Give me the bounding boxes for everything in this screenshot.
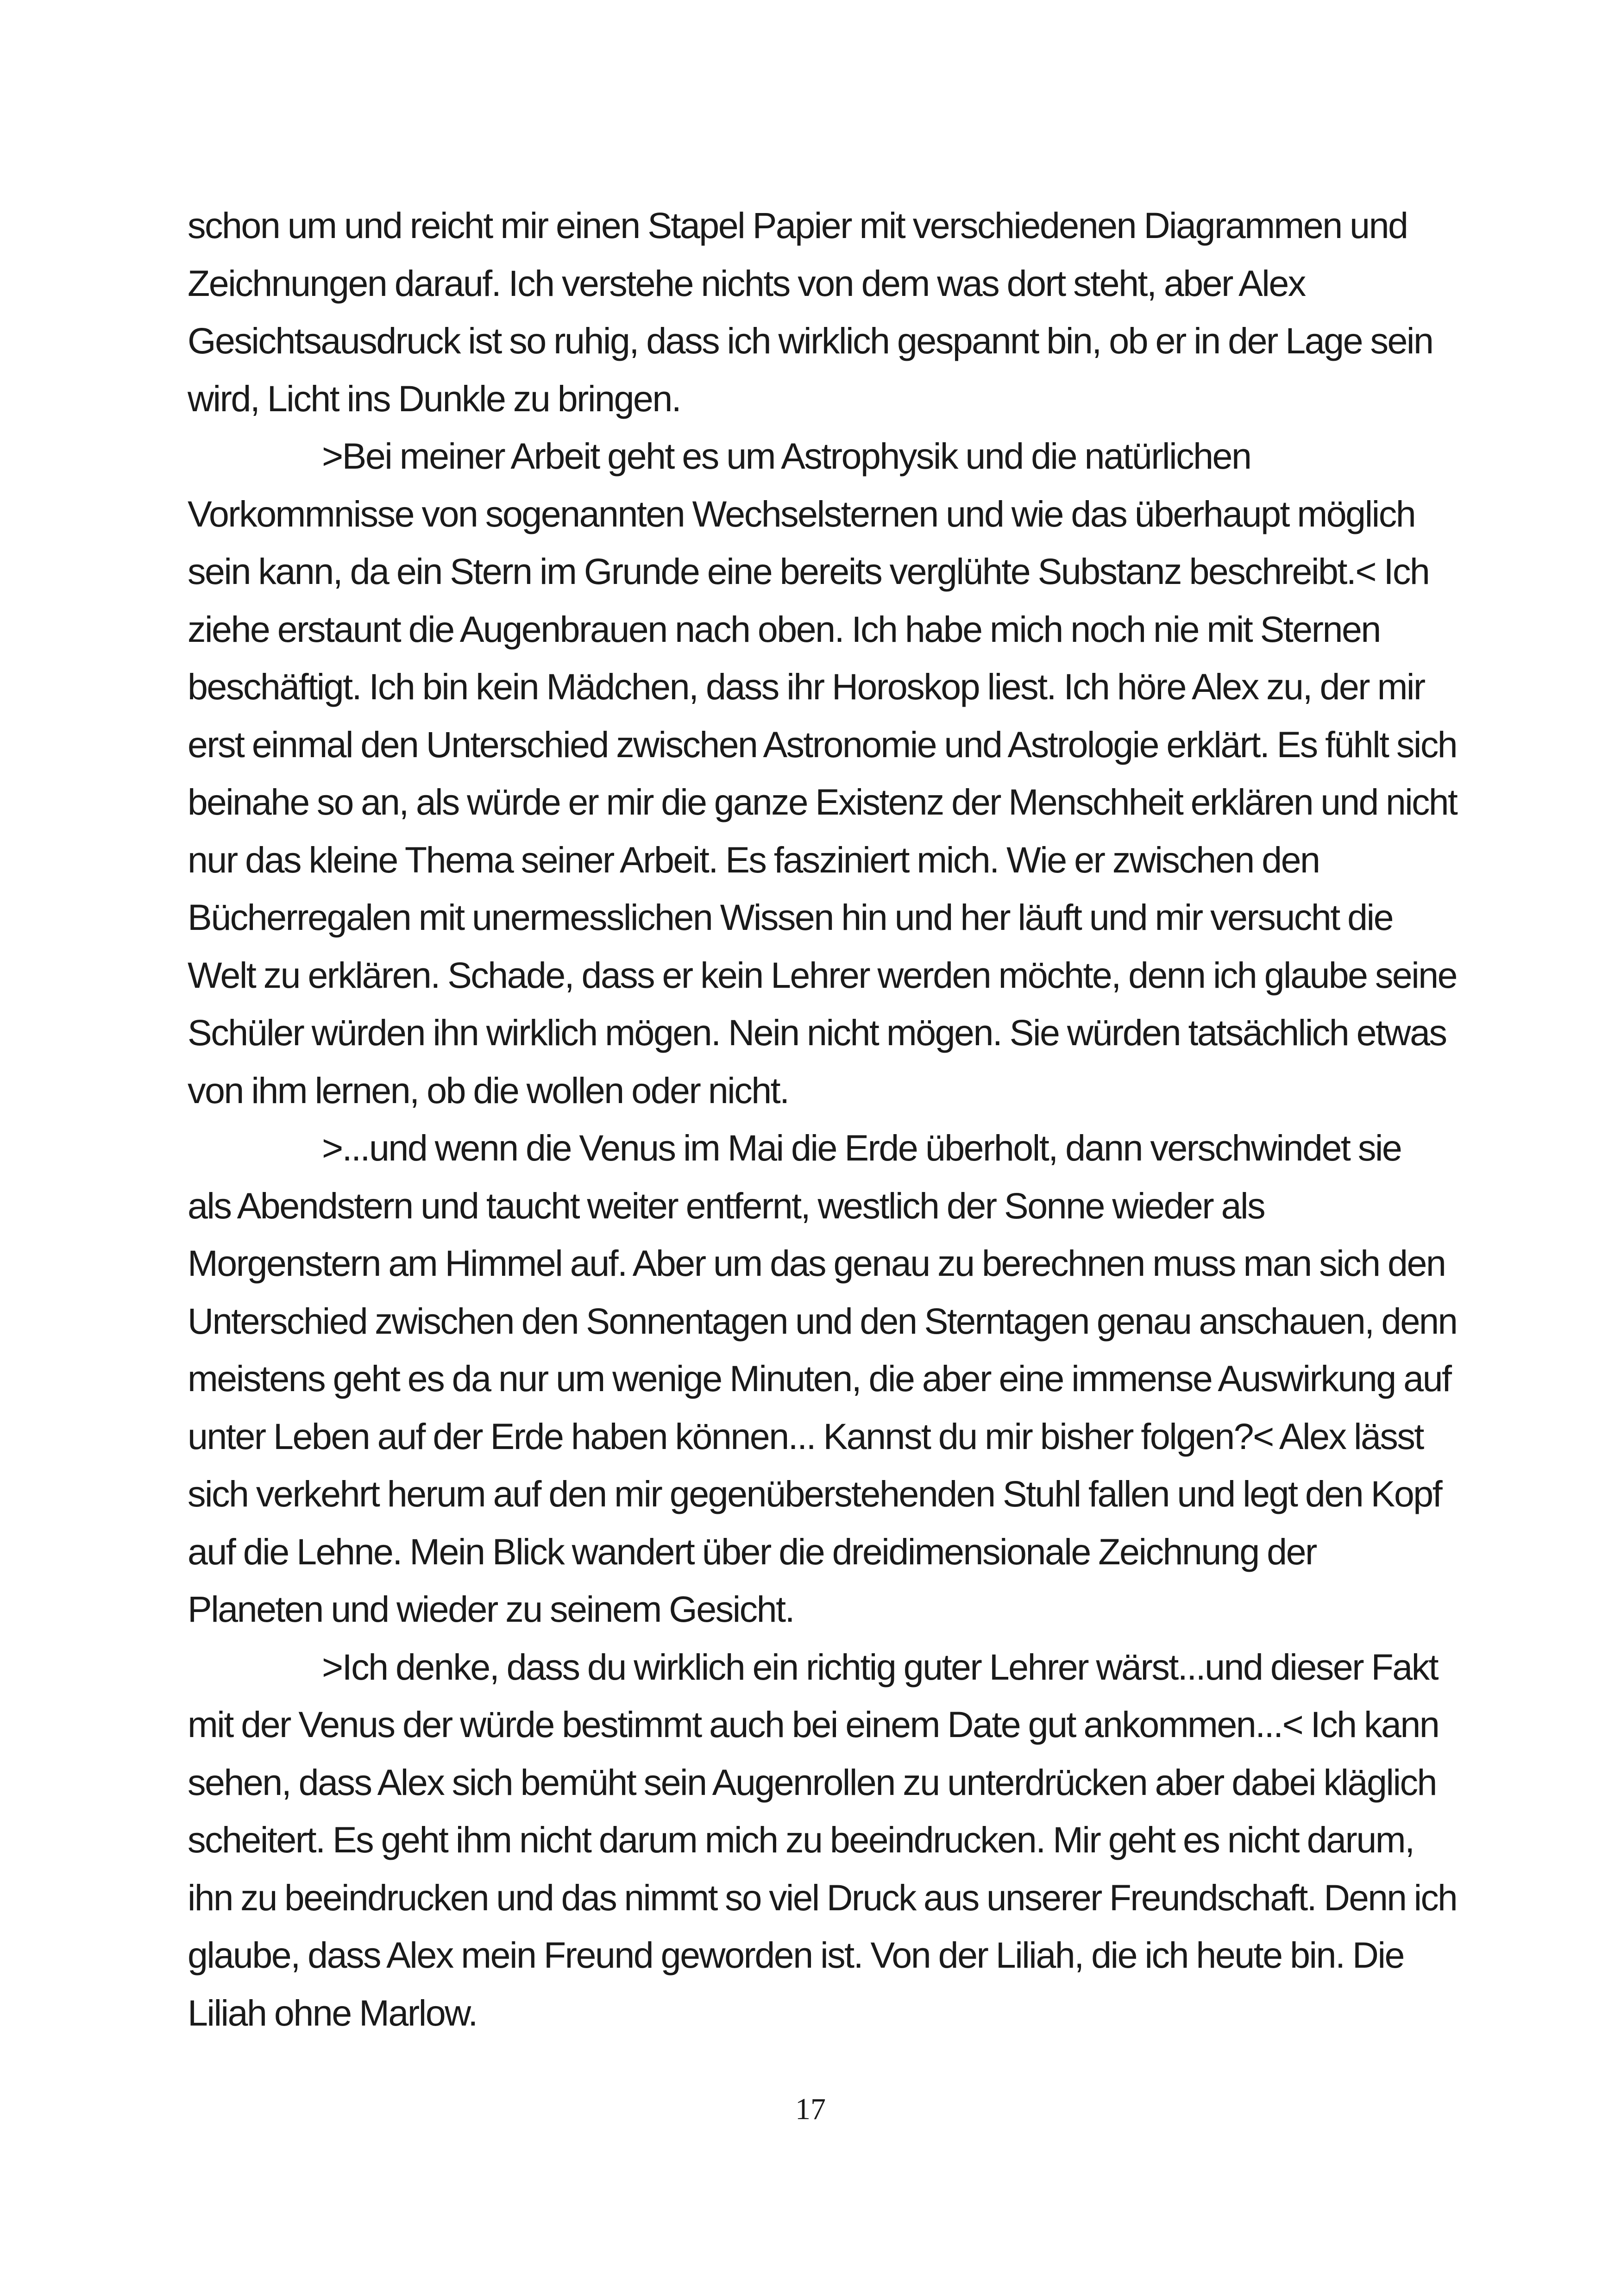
text-line: beinahe so an, als würde er mir die ganze Existenz der Menschheit erklären und nicht xyxy=(188,781,1457,822)
body-text xyxy=(188,197,1457,2042)
text-line: glaube, dass Alex mein Freund geworden ist. Von der Liliah, die ich heute bin. Die xyxy=(188,1934,1404,1976)
text-line: meistens geht es da nur um wenige Minuten, die aber eine immense Auswirkung auf xyxy=(188,1358,1451,1399)
text-line: Unterschied zwischen den Sonnentagen und den Sterntagen genau anschauen, denn xyxy=(188,1300,1457,1342)
text-line: erst einmal den Unterschied zwischen Astronomie und Astrologie erklärt. Es fühlt sich xyxy=(188,723,1457,765)
paragraph xyxy=(188,427,1457,1119)
text-line: >Bei meiner Arbeit geht es um Astrophysik und die natürlichen xyxy=(322,435,1251,477)
text-line: auf die Lehne. Mein Blick wandert über die dreidimensionale Zeichnung der xyxy=(188,1531,1316,1572)
paragraph xyxy=(188,1638,1457,2042)
text-line: ihn zu beeindrucken und das nimmt so viel Druck aus unserer Freundschaft. Denn ich xyxy=(188,1876,1457,1918)
text-line: Gesichtsausdruck ist so ruhig, dass ich wirklich gespannt bin, ob er in der Lage sein xyxy=(188,320,1433,361)
text-line: Welt zu erklären. Schade, dass er kein Lehrer werden möchte, denn ich glaube seine xyxy=(188,954,1457,996)
text-line: mit der Venus der würde bestimmt auch bei einem Date gut ankommen...< Ich kann xyxy=(188,1704,1439,1745)
text-line: >Ich denke, dass du wirklich ein richtig guter Lehrer wärst...und dieser Fakt xyxy=(322,1646,1438,1687)
text-line: von ihm lernen, ob die wollen oder nicht. xyxy=(188,1069,789,1111)
text-line: unter Leben auf der Erde haben können... Kannst du mir bisher folgen?< Alex lässt xyxy=(188,1415,1423,1457)
text-line: Morgenstern am Himmel auf. Aber um das genau zu berechnen muss man sich den xyxy=(188,1242,1445,1284)
text-line: nur das kleine Thema seiner Arbeit. Es fasziniert mich. Wie er zwischen den xyxy=(188,839,1319,880)
text-line: Liliah ohne Marlow. xyxy=(188,1992,477,2033)
paragraph xyxy=(188,1119,1457,1638)
text-line: Vorkommnisse von sogenannten Wechselsternen und wie das überhaupt möglich xyxy=(188,493,1415,534)
text-line: sich verkehrt herum auf den mir gegenüberstehenden Stuhl fallen und legt den Kopf xyxy=(188,1473,1442,1514)
text-line: wird, Licht ins Dunkle zu bringen. xyxy=(188,377,681,419)
text-line: sehen, dass Alex sich bemüht sein Augenrollen zu unterdrücken aber dabei kläglich xyxy=(188,1761,1436,1803)
text-line: Schüler würden ihn wirklich mögen. Nein nicht mögen. Sie würden tatsächlich etwas xyxy=(188,1012,1446,1053)
text-line: >...und wenn die Venus im Mai die Erde überholt, dann verschwindet sie xyxy=(322,1127,1401,1168)
page-number: 17 xyxy=(795,2092,826,2126)
paragraph xyxy=(188,197,1457,427)
text-line: scheitert. Es geht ihm nicht darum mich zu beeindrucken. Mir geht es nicht darum, xyxy=(188,1819,1414,1860)
text-line: schon um und reicht mir einen Stapel Papier mit verschiedenen Diagrammen und xyxy=(188,205,1407,246)
text-line: als Abendstern und taucht weiter entfernt, westlich der Sonne wieder als xyxy=(188,1185,1265,1226)
text-line: Planeten und wieder zu seinem Gesicht. xyxy=(188,1588,794,1630)
text-line: Bücherregalen mit unermesslichen Wissen hin und her läuft und mir versucht die xyxy=(188,897,1393,938)
text-line: beschäftigt. Ich bin kein Mädchen, dass ihr Horoskop liest. Ich höre Alex zu, der mir xyxy=(188,666,1425,707)
text-line: ziehe erstaunt die Augenbrauen nach oben. Ich habe mich noch nie mit Sternen xyxy=(188,608,1380,650)
text-line: Zeichnungen darauf. Ich verstehe nichts von dem was dort steht, aber Alex xyxy=(188,262,1305,304)
text-line: sein kann, da ein Stern im Grunde eine bereits verglühte Substanz beschreibt.< Ich xyxy=(188,551,1429,592)
